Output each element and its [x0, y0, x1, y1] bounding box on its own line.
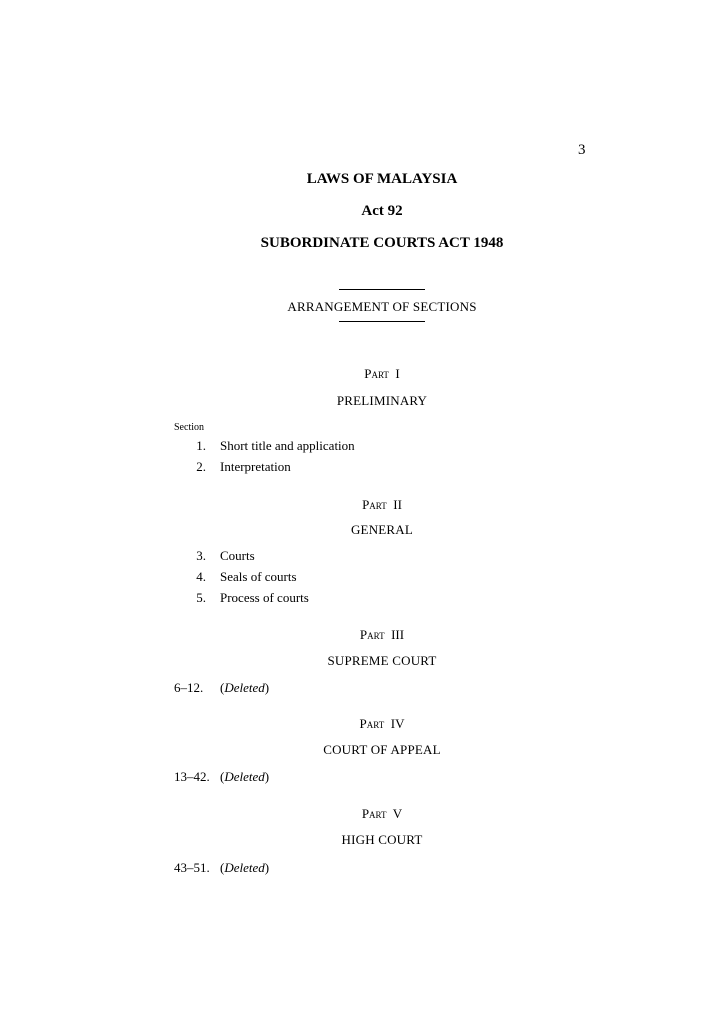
- part-numeral: III: [391, 627, 405, 642]
- section-number: 43–51.: [174, 860, 210, 875]
- section-row: [0, 548, 728, 566]
- section-row: [0, 590, 728, 608]
- part-heading: GENERAL: [350, 522, 414, 537]
- part-word: Part: [362, 497, 387, 512]
- part-numeral: IV: [390, 716, 405, 731]
- part-label: [0, 806, 728, 822]
- section-row: [0, 680, 728, 698]
- part-label: [0, 497, 728, 513]
- section-number: 3.: [196, 548, 206, 563]
- section-title: Interpretation: [220, 459, 291, 474]
- act-number: Act 92: [361, 203, 403, 219]
- section-title: Seals of courts: [220, 569, 297, 584]
- section-title: (Deleted): [220, 860, 270, 875]
- section-row: [0, 569, 728, 587]
- section-column-label: Section: [174, 422, 204, 433]
- part-label: [0, 366, 728, 382]
- part-numeral: II: [393, 497, 402, 512]
- section-title: Short title and application: [220, 438, 355, 453]
- part-heading: SUPREME COURT: [327, 653, 437, 668]
- section-row: [0, 860, 728, 878]
- part-label: [0, 627, 728, 643]
- section-title: Process of courts: [220, 590, 309, 605]
- section-number: 6–12.: [174, 680, 204, 695]
- section-row: [0, 459, 728, 477]
- section-row: [0, 438, 728, 456]
- page-number: 3: [578, 142, 586, 158]
- part-word: Part: [364, 366, 389, 381]
- part-label: [0, 716, 728, 732]
- section-number: 5.: [196, 590, 206, 605]
- part-word: Part: [359, 716, 385, 731]
- part-heading: PRELIMINARY: [336, 393, 428, 408]
- part-numeral: V: [392, 806, 403, 821]
- section-number: 1.: [196, 438, 206, 453]
- divider-bottom: [339, 321, 425, 322]
- part-word: Part: [361, 806, 387, 821]
- section-number: 13–42.: [174, 769, 210, 784]
- section-title: Courts: [220, 548, 255, 563]
- section-title: (Deleted): [220, 680, 270, 695]
- section-title: (Deleted): [220, 769, 270, 784]
- divider-top: [339, 289, 425, 290]
- part-word: Part: [359, 627, 385, 642]
- arrangement-title: ARRANGEMENT OF SECTIONS: [287, 299, 477, 314]
- section-row: [0, 769, 728, 787]
- section-number: 4.: [196, 569, 206, 584]
- part-numeral: I: [395, 366, 400, 381]
- part-heading: HIGH COURT: [341, 832, 423, 847]
- part-heading: COURT OF APPEAL: [323, 742, 441, 757]
- act-title: SUBORDINATE COURTS ACT 1948: [260, 235, 504, 251]
- laws-title: LAWS OF MALAYSIA: [306, 171, 458, 187]
- section-number: 2.: [196, 459, 206, 474]
